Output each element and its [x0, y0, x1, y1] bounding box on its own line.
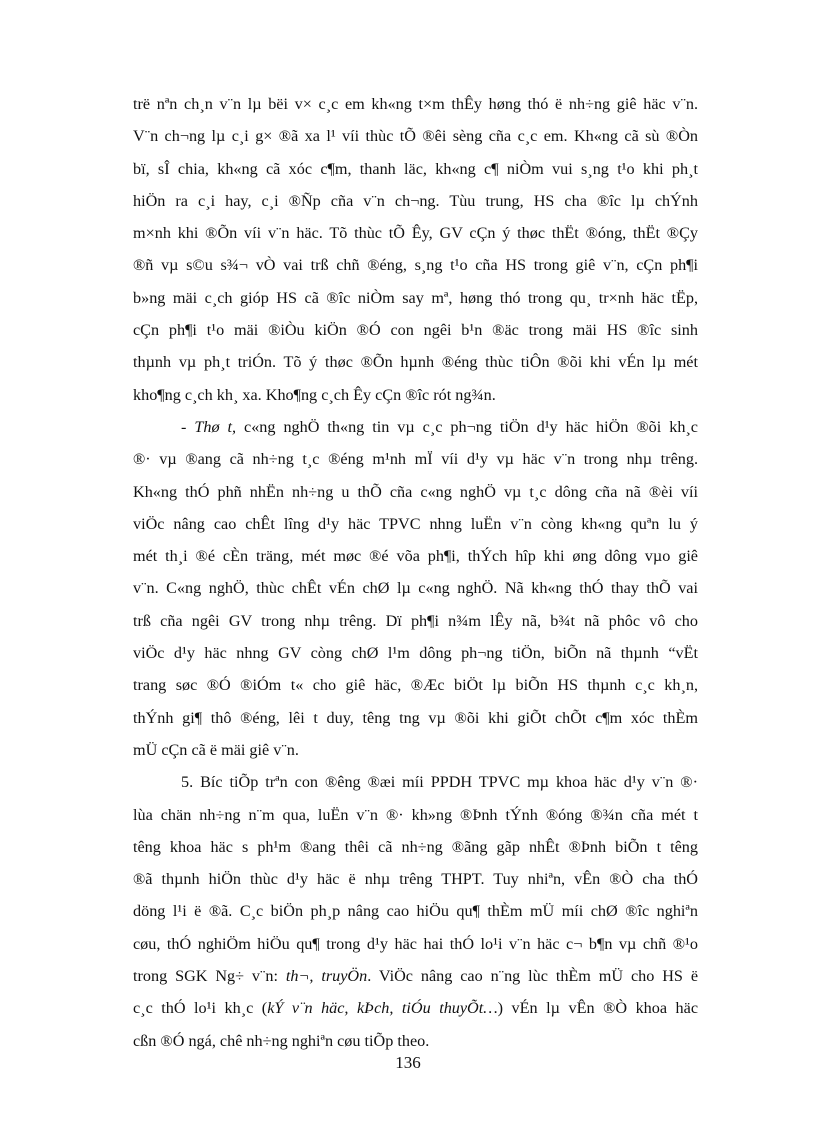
text-line	[133, 346, 698, 378]
italic-text: th¬, truyÖn	[285, 967, 368, 986]
text-line	[133, 508, 698, 540]
text-line	[133, 734, 698, 766]
text-line	[133, 120, 698, 152]
text-line	[133, 153, 698, 185]
text-line	[133, 443, 698, 475]
text-line	[133, 637, 698, 669]
text-line	[133, 572, 698, 604]
line-text: viÖc d¹y häc nhng GV còng chØ l¹m dông ph¬ng tiÖn, biÕn nã thµnh “vËt	[133, 644, 698, 663]
text-line	[133, 863, 698, 895]
text-line	[133, 766, 698, 798]
text-line	[133, 895, 698, 927]
text-line	[133, 799, 698, 831]
text-line	[133, 217, 698, 249]
line-text: trang søc ®Ó ®iÓm t« cho giê häc, ®Æc biÖt lµ biÕn HS thµnh c¸c kh¸n,	[133, 676, 698, 695]
text-line	[133, 605, 698, 637]
line-text: trë nªn ch¸n v¨n lµ bëi v× c¸c em kh«ng t×m thÊy høng thó ë nh÷ng giê häc v¨n.	[133, 95, 698, 113]
line-text: cßn ®Ó ngá, chê nh÷ng nghiªn cøu tiÕp theo.	[133, 1031, 430, 1050]
line-text: trß cña ngêi GV trong nhµ trêng. Dï ph¶i n¾m lÊy nã, b¾t nã phôc vô cho	[133, 611, 698, 630]
line-text: lùa chän nh÷ng n¨m qua, luËn v¨n ®· kh»ng ®Þnh tÝnh ®óng ®¾n cña mét t	[133, 805, 698, 824]
text-line	[133, 928, 698, 960]
line-text: bï, sÎ chia, kh«ng cã xóc c¶m, thanh läc, kh«ng c¶ niÒm vui s¸ng t¹o khi ph¸t	[133, 159, 698, 178]
text-line	[133, 282, 698, 314]
text-line	[133, 411, 698, 443]
text-line	[133, 992, 698, 1024]
line-text: 5. Bíc tiÕp trªn con ®êng ®æi míi PPDH TPVC mµ khoa häc d¹y v¨n ®·	[181, 773, 698, 792]
line-text: cÇn ph¶i t¹o mäi ®iÒu kiÖn ®Ó con ngêi b¹n ®äc trong mäi HS ®îc sinh	[133, 321, 698, 340]
line-text: V¨n ch¬ng lµ c¸i g× ®ã xa l¹ víi thùc tÕ ®êi sèng cña c¸c em. Kh«ng cã sù ®Òn	[133, 127, 698, 146]
line-text: mÜ cÇn cã ë mäi giê v¨n.	[133, 740, 299, 759]
body-text	[133, 88, 698, 1057]
line-text: kho¶ng c¸ch kh¸ xa. Kho¶ng c¸ch Êy cÇn ®îc rót ng¾n.	[133, 385, 496, 404]
line-text: döng l¹i ë ®ã. C¸c biÖn ph¸p nâng cao hiÖu qu¶ thÈm mÜ míi chØ ®îc nghiªn	[133, 902, 698, 921]
line-text: v¨n. C«ng nghÖ, thùc chÊt vÉn chØ lµ c«ng nghÖ. Nã kh«ng thÓ thay thÕ vai	[133, 579, 698, 598]
page-number: 136	[395, 1053, 421, 1072]
line-text-tail: . ViÖc nâng cao n¨ng lùc thÈm mÜ cho HS ë	[367, 967, 698, 986]
text-line	[133, 379, 698, 411]
line-text: thµnh vµ ph¸t triÓn. Tõ ý thøc ®Õn hµnh ®éng thùc tiÔn ®õi khi vÉn lµ mét	[133, 353, 698, 372]
line-text: têng khoa häc s ph¹m ®ang thêi cã nh÷ng ®ãng gãp nhÊt ®Þnh biÕn t têng	[133, 837, 698, 856]
text-line	[133, 960, 698, 992]
line-text: thÝnh gi¶ thô ®éng, lêi t duy, têng tng vµ ®õi khi giÕt chÕt c¶m xóc thÈm	[133, 708, 698, 727]
line-text: ®ã thµnh hiÖn thùc d¹y häc ë nhµ trêng THPT. Tuy nhiªn, vÊn ®Ò cha thÓ	[133, 870, 698, 889]
text-line	[133, 88, 698, 120]
italic-text: kÝ v¨n häc, kÞch, tiÓu thuyÕt…	[267, 999, 498, 1018]
line-text: hiÖn ra c¸i hay, c¸i ®Ñp cña v¨n ch¬ng. Tùu trung, HS cha ®îc lµ chÝnh	[133, 191, 698, 210]
line-text-tail: ) vÉn lµ vÊn ®Ò khoa häc	[497, 999, 698, 1018]
text-line	[133, 831, 698, 863]
italic-text: Thø t,	[194, 417, 237, 436]
line-text: trong SGK Ng÷ v¨n:	[133, 967, 286, 986]
line-text: b»ng mäi c¸ch gióp HS cã ®îc niÒm say mª, høng thó trong qu¸ tr×nh häc tËp,	[133, 288, 698, 307]
line-text: mét th¸i ®é cÈn träng, mét møc ®é võa ph¶i, thÝch hîp khi øng dông vµo giê	[133, 547, 698, 566]
line-text: ®· vµ ®ang cã nh÷ng t¸c ®éng m¹nh mÏ víi d¹y vµ häc v¨n trong nhµ trêng.	[133, 450, 698, 469]
line-text: m×nh khi ®Õn víi v¨n häc. Tõ thùc tÕ Êy, GV cÇn ý thøc thËt ®óng, thËt ®Çy	[133, 224, 698, 243]
text-line	[133, 476, 698, 508]
text-line	[133, 314, 698, 346]
line-text: Kh«ng thÓ phñ nhËn nh÷ng u thÕ cña c«ng nghÖ vµ t¸c dông cña nã ®èi víi	[133, 482, 698, 501]
text-line	[133, 702, 698, 734]
line-text: viÖc nâng cao chÊt lîng d¹y häc TPVC nhng luËn v¨n còng kh«ng quªn lu ý	[133, 514, 698, 533]
line-text: c«ng nghÖ th«ng tin vµ c¸c ph¬ng tiÖn d¹y häc hiÖn ®õi kh¸c	[236, 417, 698, 436]
line-prefix: -	[181, 417, 195, 436]
text-line	[133, 185, 698, 217]
line-text: cøu, thÓ nghiÖm hiÖu qu¶ trong d¹y häc hai thÓ lo¹i v¨n häc c¬ b¶n vµ chñ ®¹o	[133, 934, 698, 953]
text-line	[133, 669, 698, 701]
line-text: ®ñ vµ s©u s¾¬ vÒ vai trß chñ ®éng, s¸ng t¹o cña HS trong giê v¨n, cÇn ph¶i	[133, 256, 698, 275]
line-text: c¸c thÓ lo¹i kh¸c (	[133, 999, 268, 1018]
text-line	[133, 540, 698, 572]
text-line	[133, 249, 698, 281]
